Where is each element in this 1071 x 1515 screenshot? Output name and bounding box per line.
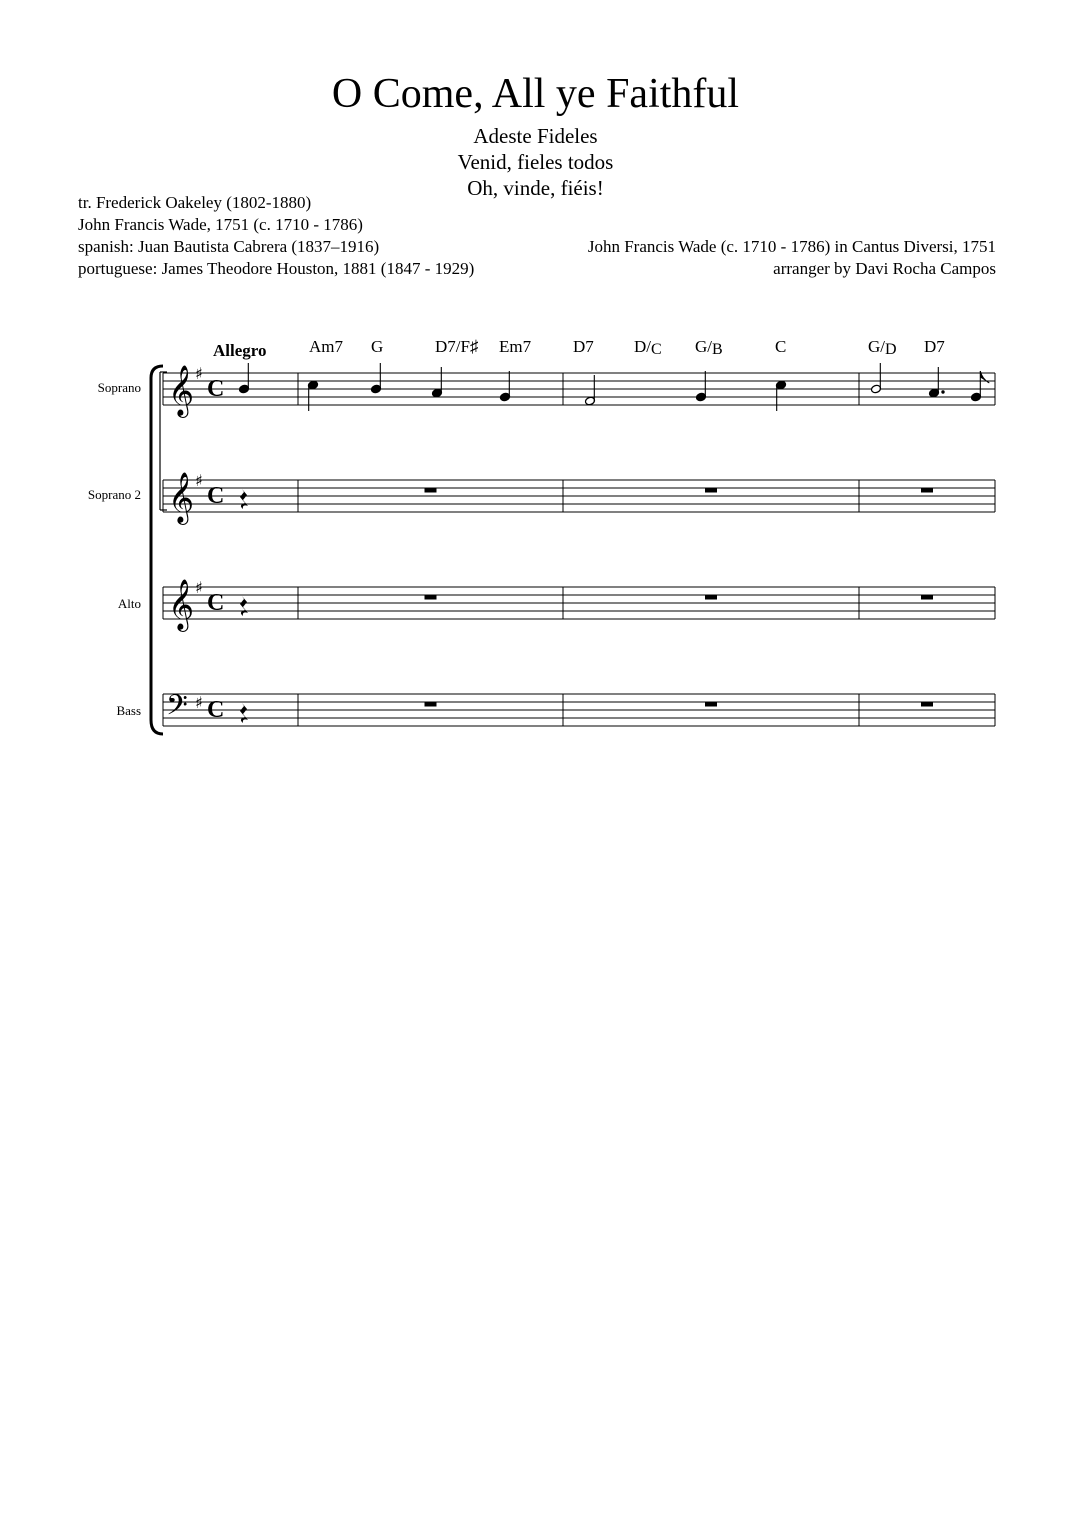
quarter-rest-icon [240, 489, 248, 509]
staff-label-soprano-2: Soprano 2 [87, 487, 141, 502]
sharp-icon: ♯ [195, 693, 203, 712]
treble-clef-icon: 𝄞 [168, 365, 195, 416]
credit-composer: John Francis Wade (c. 1710 - 1786) in Cantus Diversi, 1751 [587, 237, 996, 256]
sharp-icon: ♯ [195, 364, 203, 383]
treble-clef-icon: 𝄞 [168, 579, 195, 630]
whole-rest-icon [921, 702, 933, 707]
chord-symbol: D7 [573, 337, 594, 356]
subtitle-spanish: Venid, fieles todos [457, 150, 614, 174]
sharp-icon: ♯ [195, 578, 203, 597]
whole-rest-icon [921, 595, 933, 600]
staff-4 [163, 689, 995, 729]
note [307, 380, 318, 411]
system-bracket [151, 366, 167, 734]
staff-label-bass: Bass [116, 703, 141, 718]
chord-symbol: Am7 [309, 337, 343, 356]
time-signature: C [207, 697, 225, 723]
credit-arranger: arranger by Davi Rocha Campos [773, 259, 996, 278]
credit-portuguese: portuguese: James Theodore Houston, 1881 (1847 - 1929) [78, 259, 475, 278]
subtitle-portuguese: Oh, vinde, fiéis! [467, 176, 604, 200]
whole-rest-icon [705, 488, 717, 493]
chord-symbol: $D/_C$ [634, 337, 662, 358]
note [238, 363, 249, 394]
note [695, 371, 706, 402]
whole-rest-icon [425, 595, 437, 600]
whole-rest-icon [425, 702, 437, 707]
chord-symbol: C [775, 337, 787, 356]
bass-clef-icon: 𝄢 [166, 689, 188, 729]
staff-2 [163, 471, 995, 525]
staff-1 [163, 364, 995, 418]
credit-lyricist: John Francis Wade, 1751 (c. 1710 - 1786) [78, 215, 363, 234]
quarter-rest-icon [240, 703, 248, 723]
quarter-rest-icon [240, 596, 248, 616]
chord-symbol: $G/_D$ [868, 337, 897, 358]
score-title: O Come, All ye Faithful [331, 71, 740, 117]
note [499, 371, 510, 402]
sharp-icon: ♯ [195, 471, 203, 490]
chord-symbol: D7 [924, 337, 945, 356]
chord-symbol: Em7 [499, 337, 532, 356]
treble-clef-icon: 𝄞 [168, 472, 195, 523]
staff-label-soprano: Soprano [97, 380, 141, 395]
note [431, 367, 442, 398]
time-signature: C [207, 376, 225, 402]
tempo-marking: Allegro [213, 341, 267, 360]
note [928, 367, 944, 398]
subtitle-latin: Adeste Fideles [473, 124, 598, 148]
staff-3 [163, 578, 995, 632]
whole-rest-icon [705, 702, 717, 707]
chord-symbol: G [371, 337, 384, 356]
time-signature: C [207, 483, 225, 509]
staff-label-alto: Alto [117, 596, 141, 611]
chord-symbol: $G/_B$ [695, 337, 723, 358]
credit-spanish: spanish: Juan Bautista Cabrera (1837–1916) [78, 237, 380, 256]
whole-rest-icon [705, 595, 717, 600]
credit-translator: tr. Frederick Oakeley (1802-1880) [78, 193, 312, 212]
whole-rest-icon [425, 488, 437, 493]
note [775, 380, 786, 411]
time-signature: C [207, 590, 225, 616]
note [370, 363, 381, 394]
note [584, 375, 595, 406]
note [870, 363, 881, 394]
augmentation-dot [941, 390, 944, 393]
chord-symbol: D7/F♯ [435, 337, 479, 356]
whole-rest-icon [921, 488, 933, 493]
